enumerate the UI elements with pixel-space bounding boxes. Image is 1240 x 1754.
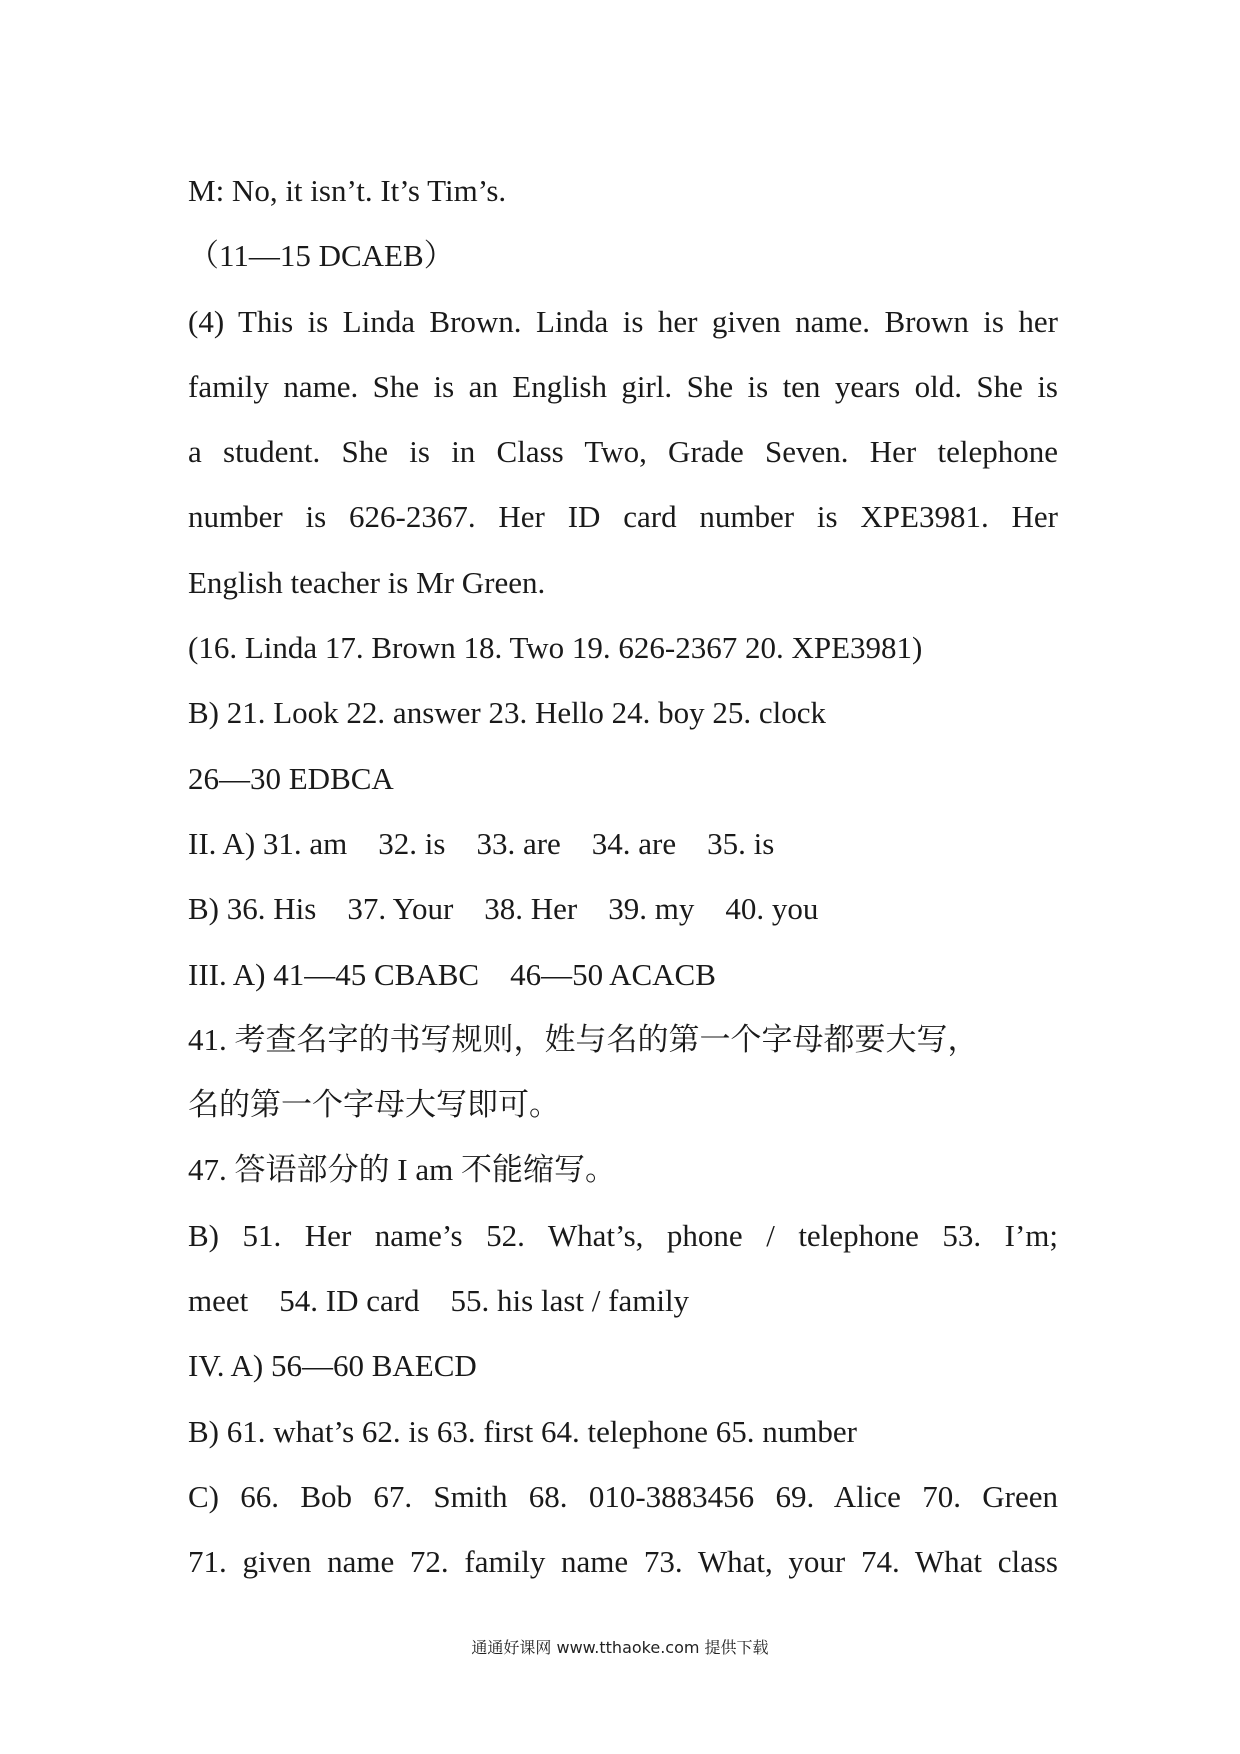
text-line: B) 51. Her name’s 52. What’s, phone / telephone 53. I’m; [188,1217,1058,1253]
text-line: C) 66. Bob 67. Smith 68. 010-3883456 69. Alice 70. Green [188,1478,1058,1514]
answer-key-body [188,158,1058,1595]
text-line: family name. She is an English girl. She is ten years old. She is [188,368,1058,404]
text-line: English teacher is Mr Green. [188,564,546,600]
text-line: 71. given name 72. family name 73. What, your 74. What class [188,1544,1058,1580]
text-line: (16. Linda 17. Brown 18. Two 19. 626-2367 20. XPE3981) [188,630,923,666]
text-line: B) 61. what’s 62. is 63. first 64. telephone 65. number [188,1413,857,1449]
page-footer: 通通好课网 www.tthaoke.com 提供下载 [471,1638,769,1657]
text-line: meet 54. ID card 55. his last / family [188,1283,690,1319]
text-line: B) 21. Look 22. answer 23. Hello 24. boy 25. clock [188,695,826,731]
text-line: II. A) 31. am 32. is 33. are 34. are 35. is [188,825,775,861]
text-line: 26—30 EDBCA [188,760,394,796]
text-line: IV. A) 56—60 BAECD [188,1348,477,1384]
text-line: III. A) 41—45 CBABC 46—50 ACACB [188,956,716,992]
text-line: （11—15 DCAEB） [188,238,455,274]
text-line: number is 626-2367. Her ID card number is XPE3981. Her [188,499,1058,535]
text-line: 47. 答语部分的 I am 不能缩写。 [188,1152,616,1188]
text-line: (4) This is Linda Brown. Linda is her given name. Brown is her [188,303,1058,339]
text-line: B) 36. His 37. Your 38. Her 39. my 40. you [188,891,819,927]
text-line: 41. 考查名字的书写规则，姓与名的第一个字母都要大写， [188,1021,979,1057]
text-line: M: No, it isn’t. It’s Tim’s. [188,173,507,208]
text-line: 名的第一个字母大写即可。 [188,1087,560,1123]
text-line: a student. She is in Class Two, Grade Seven. Her telephone [188,434,1058,470]
